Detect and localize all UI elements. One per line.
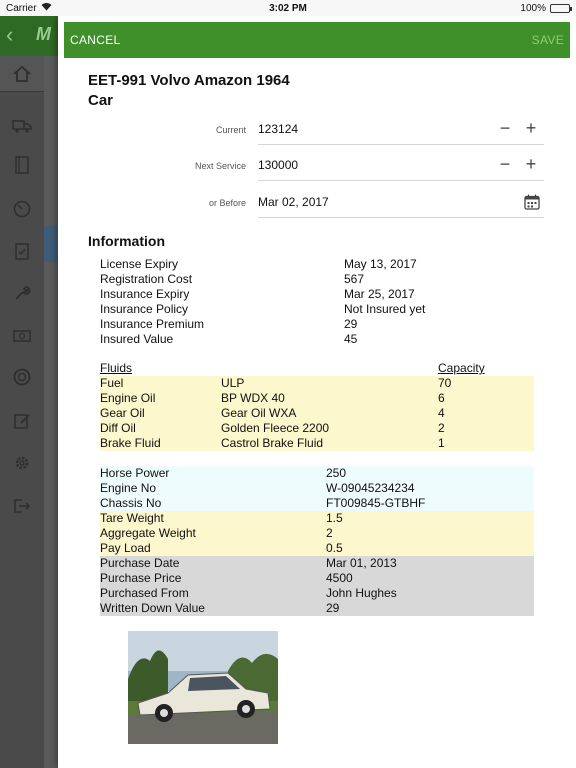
information-list	[100, 257, 534, 347]
book-icon[interactable]	[14, 156, 30, 174]
clipboard-icon[interactable]	[14, 242, 30, 260]
logout-icon[interactable]	[13, 498, 31, 514]
vehicle-detail-modal	[58, 16, 576, 768]
plus-icon[interactable]: +	[525, 154, 537, 174]
info-value: Mar 25, 2017	[344, 287, 415, 301]
information-heading: Information	[88, 233, 165, 249]
gauge-icon[interactable]	[13, 200, 31, 218]
info-label: Insurance Policy	[100, 302, 189, 316]
clock-time: 3:02 PM	[269, 2, 307, 14]
spec-label: Engine No	[100, 481, 157, 495]
spec-row	[100, 526, 534, 541]
spec-label: Purchased From	[100, 586, 189, 600]
fluid-row	[100, 406, 534, 421]
vehicle-title: EET-991 Volvo Amazon 1964	[88, 72, 290, 89]
money-icon[interactable]	[13, 328, 31, 344]
next-service-label: Next Service	[194, 161, 246, 171]
spec-value: John Hughes	[326, 586, 397, 600]
capacity-column-header: Capacity	[438, 361, 485, 375]
plus-icon[interactable]: +	[525, 118, 537, 138]
fluid-capacity: 4	[438, 406, 445, 420]
spec-row	[100, 511, 534, 526]
tyre-icon[interactable]	[13, 368, 31, 386]
background-selected-row	[44, 226, 58, 262]
battery-icon	[550, 4, 570, 13]
fluid-row	[100, 436, 534, 451]
info-value: 29	[344, 317, 358, 331]
spec-value: 29	[326, 601, 340, 615]
wifi-icon	[41, 2, 52, 14]
sidebar	[0, 56, 44, 768]
spec-row	[100, 466, 534, 481]
info-value: Not Insured yet	[344, 302, 426, 316]
fluid-name: Diff Oil	[100, 421, 136, 435]
spec-row	[100, 556, 534, 571]
info-label: Insurance Expiry	[100, 287, 190, 301]
specs-table	[100, 466, 534, 616]
minus-icon[interactable]: −	[499, 154, 511, 174]
spec-label: Purchase Date	[100, 556, 180, 570]
fluid-type: Golden Fleece 2200	[221, 421, 330, 435]
fluid-capacity: 1	[438, 436, 445, 450]
save-button[interactable]: SAVE	[531, 33, 564, 47]
fluid-capacity: 70	[438, 376, 452, 390]
spec-label: Written Down Value	[100, 601, 205, 615]
edit-icon[interactable]	[13, 412, 31, 430]
fluid-type: Gear Oil WXA	[221, 406, 297, 420]
info-value: 567	[344, 272, 365, 286]
fluid-row	[100, 421, 534, 436]
spec-label: Pay Load	[100, 541, 151, 555]
background-title: M	[36, 24, 51, 44]
or-before-date-input[interactable]: Mar 02, 2017	[258, 195, 329, 209]
spec-label: Purchase Price	[100, 571, 182, 585]
fluid-row	[100, 376, 534, 391]
fluid-capacity: 2	[438, 421, 445, 435]
info-label: Registration Cost	[100, 272, 193, 286]
or-before-label: or Before	[208, 198, 246, 208]
fluid-row	[100, 391, 534, 406]
calendar-icon[interactable]	[524, 194, 540, 210]
spec-value: 250	[326, 466, 347, 480]
info-label: Insurance Premium	[100, 317, 205, 331]
carrier-label: Carrier	[6, 2, 37, 14]
spec-value: 2	[326, 526, 333, 540]
info-row	[100, 287, 534, 302]
spec-row	[100, 541, 534, 556]
spec-value: 0.5	[326, 541, 343, 555]
fluid-name: Gear Oil	[100, 406, 145, 420]
fluid-capacity: 6	[438, 391, 445, 405]
current-odometer-field	[88, 117, 544, 145]
or-before-field	[88, 190, 544, 218]
back-icon[interactable]: ‹	[6, 22, 14, 47]
truck-icon[interactable]	[12, 118, 32, 134]
spec-row	[100, 601, 534, 616]
fluid-type: BP WDX 40	[221, 391, 285, 405]
sidebar-item-home[interactable]	[0, 56, 44, 92]
info-value: May 13, 2017	[344, 257, 417, 271]
fluids-header	[100, 361, 534, 376]
spec-label: Aggregate Weight	[100, 526, 196, 540]
info-row	[100, 317, 534, 332]
spec-row	[100, 496, 534, 511]
spec-value: 1.5	[326, 511, 343, 525]
info-row	[100, 302, 534, 317]
info-row	[100, 332, 534, 347]
status-bar	[0, 0, 576, 16]
spec-label: Horse Power	[100, 466, 170, 480]
spec-row	[100, 571, 534, 586]
spec-value: 4500	[326, 571, 353, 585]
info-row	[100, 272, 534, 287]
home-icon	[12, 65, 32, 83]
fluids-column-header: Fluids	[100, 361, 133, 375]
vehicle-photo	[128, 631, 278, 744]
spec-row	[100, 586, 534, 601]
fluid-type: Castrol Brake Fluid	[221, 436, 324, 450]
gear-icon[interactable]	[13, 454, 31, 472]
current-input[interactable]: 123124	[258, 122, 299, 136]
fluid-name: Brake Fluid	[100, 436, 161, 450]
info-value: 45	[344, 332, 358, 346]
modal-header	[64, 22, 570, 58]
spec-value: FT009845-GTBHF	[326, 496, 426, 510]
next-service-input[interactable]: 130000	[258, 158, 299, 172]
info-label: License Expiry	[100, 257, 179, 271]
spec-label: Tare Weight	[100, 511, 164, 525]
minus-icon[interactable]: −	[499, 118, 511, 138]
spec-value: W-09045234234	[326, 481, 415, 495]
info-label: Insured Value	[100, 332, 174, 346]
cancel-button[interactable]: CANCEL	[70, 33, 121, 47]
fluids-table	[100, 361, 534, 451]
battery-percent: 100%	[520, 2, 546, 14]
spec-value: Mar 01, 2013	[326, 556, 397, 570]
wrench-icon[interactable]	[13, 284, 31, 302]
current-label: Current	[215, 125, 246, 135]
fluid-name: Engine Oil	[100, 391, 156, 405]
vehicle-type: Car	[88, 92, 114, 109]
fluid-type: ULP	[221, 376, 245, 390]
spec-row	[100, 481, 534, 496]
info-row	[100, 257, 534, 272]
next-service-field	[88, 153, 544, 181]
fluid-name: Fuel	[100, 376, 124, 390]
spec-label: Chassis No	[100, 496, 162, 510]
